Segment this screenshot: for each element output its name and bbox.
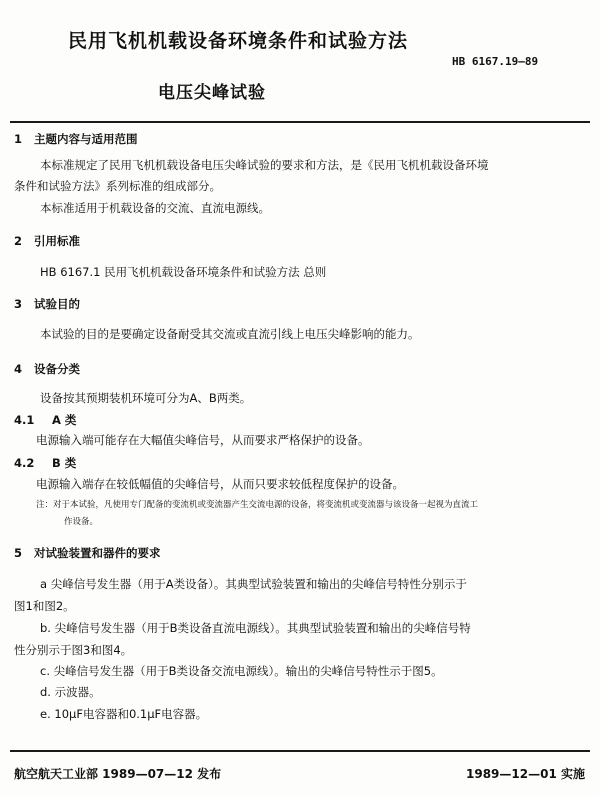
section-1-paragraph-1-line-1: 本标准规定了民用飞机机载设备电压尖峰试验的要求和方法，是《民用飞机机载设备环境 (40, 158, 489, 172)
subsection-4-1-text: 电源输入端可能存在大幅值尖峰信号，从而要求严格保护的设备。 (36, 433, 370, 447)
section-4-paragraph: 设备按其预期装机环境可分为A、B两类。 (40, 391, 252, 405)
section-2-reference: HB 6167.1 民用飞机机载设备环境条件和试验方法 总则 (40, 265, 327, 279)
section-number: 5 (14, 546, 23, 560)
section-1-heading (14, 131, 138, 147)
section-5-heading (14, 545, 161, 561)
section-number: 4 (14, 362, 23, 376)
section-2-heading (14, 233, 80, 249)
note-line-1: 注：对于本试验，凡使用专门配备的变流机或变流器产生交流电源的设备，将变流机或变流器与该设备一起视为直流工 (36, 500, 479, 510)
item-c: c. 尖峰信号发生器（用于B类设备交流电源线）。输出的尖峰信号特性示于图5。 (40, 664, 443, 678)
effective-statement: 1989—12—01 实施 (466, 767, 585, 781)
section-title: 引用标准 (34, 234, 80, 248)
subsection-title: B 类 (52, 456, 77, 470)
section-number: 2 (14, 234, 23, 248)
issue-statement: 航空航天工业部 1989—07—12 发布 (14, 767, 222, 781)
subsection-number: 4.1 (14, 413, 35, 427)
subsection-4-2-text: 电源输入端存在较低幅值的尖峰信号，从而只要求较低程度保护的设备。 (36, 477, 404, 491)
section-3-paragraph: 本试验的目的是要确定设备耐受其交流或直流引线上电压尖峰影响的能力。 (40, 327, 420, 341)
item-d: d. 示波器。 (40, 685, 101, 699)
note-line-2: 作设备。 (64, 517, 99, 527)
document-title: 民用飞机机载设备环境条件和试验方法 (68, 30, 409, 52)
standard-code: HB 6167.19—89 (452, 55, 539, 68)
subsection-4-2-heading (14, 455, 76, 471)
section-title: 设备分类 (34, 362, 80, 376)
footer-rule (10, 750, 590, 752)
header-rule (10, 121, 590, 123)
item-a-line-2: 图1和图2。 (14, 599, 75, 613)
section-number: 3 (14, 297, 23, 311)
item-a-line-1: a 尖峰信号发生器（用于A类设备）。其典型试验装置和输出的尖峰信号特性分别示于 (40, 577, 467, 591)
section-1-paragraph-2: 本标准适用于机载设备的交流、直流电源线。 (40, 201, 270, 215)
section-1-paragraph-1-line-2: 条件和试验方法》系列标准的组成部分。 (14, 179, 221, 193)
subsection-4-1-heading (14, 412, 76, 428)
section-4-heading (14, 361, 80, 377)
section-title: 试验目的 (34, 297, 80, 311)
subsection-number: 4.2 (14, 456, 35, 470)
item-b-line-1: b. 尖峰信号发生器（用于B类设备直流电源线）。其典型试验装置和输出的尖峰信号特 (40, 621, 471, 635)
section-title: 对试验装置和器件的要求 (34, 546, 161, 560)
subsection-title: A 类 (52, 413, 77, 427)
section-3-heading (14, 296, 80, 312)
item-b-line-2: 性分别示于图3和图4。 (14, 643, 133, 657)
section-title: 主题内容与适用范围 (34, 132, 138, 146)
item-e: e. 10μF电容器和0.1μF电容器。 (40, 707, 208, 721)
document-subtitle: 电压尖峰试验 (158, 83, 266, 103)
section-number: 1 (14, 132, 23, 146)
